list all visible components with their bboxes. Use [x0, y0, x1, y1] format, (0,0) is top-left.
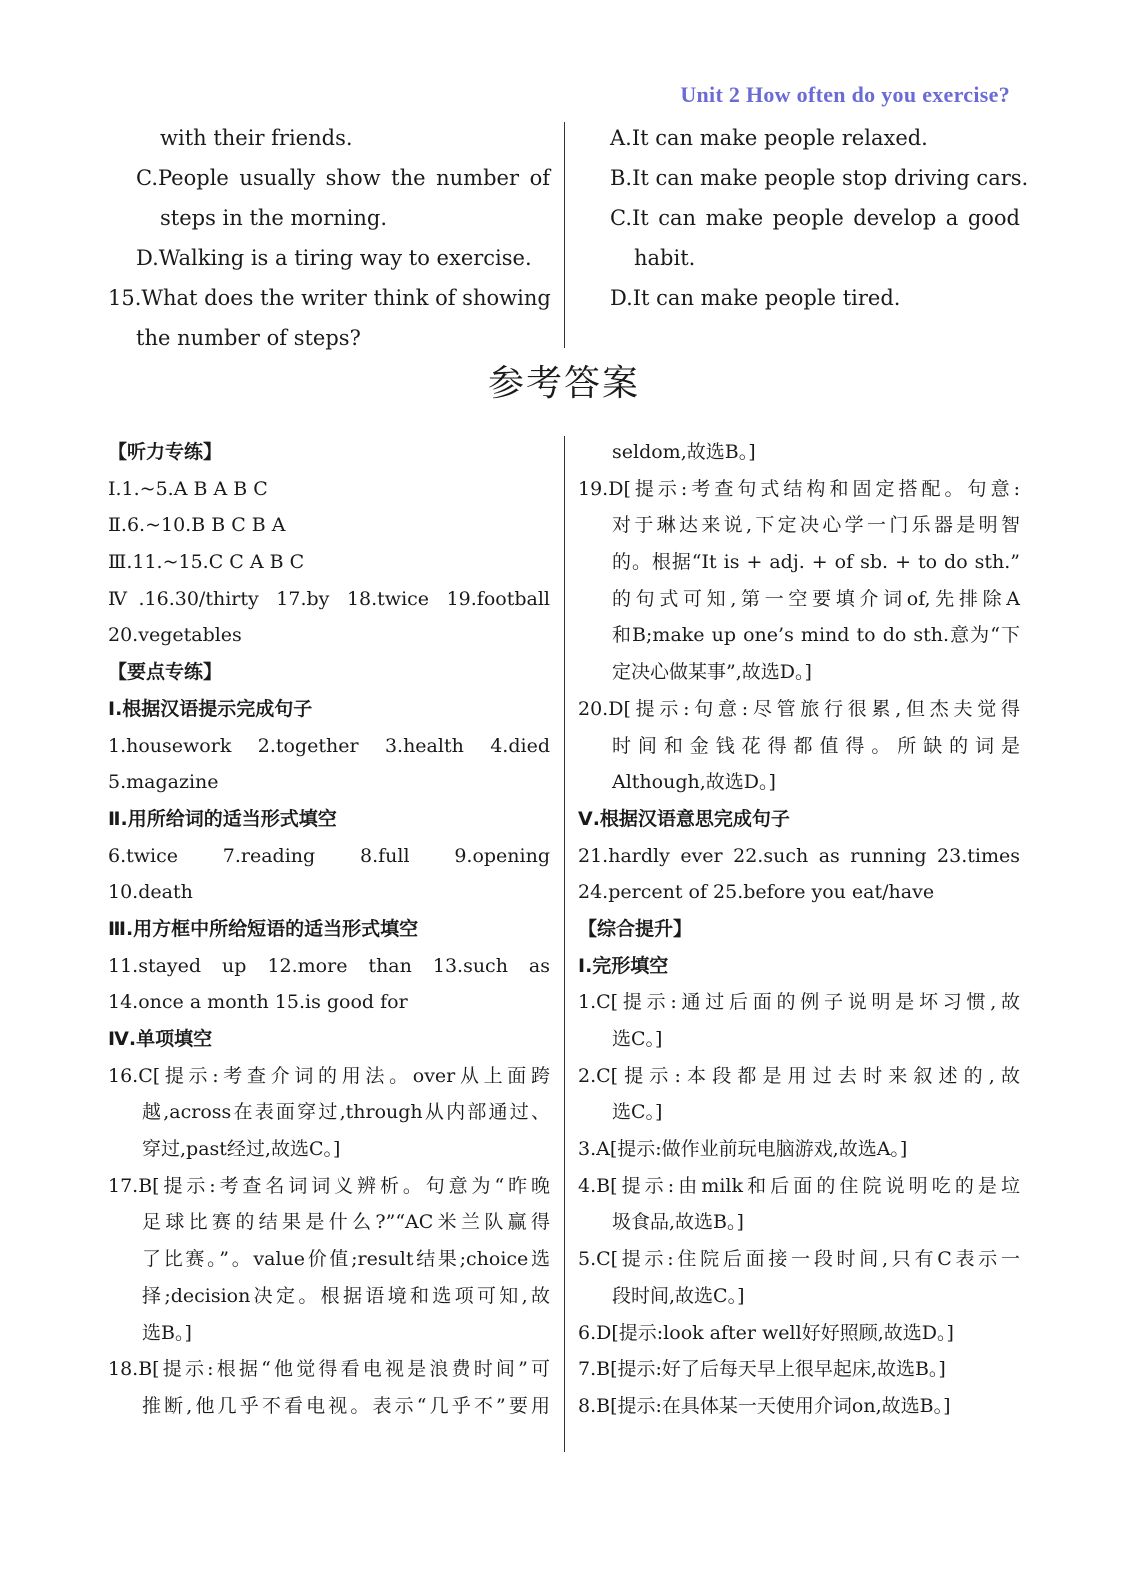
answer-line: 定决心做某事”,故选D。]	[612, 661, 812, 684]
answer-line: 10.death	[108, 881, 193, 904]
answer-line: 选C。]	[612, 1028, 663, 1050]
answer-line: 1.housework 2.together 3.health 4.died	[108, 734, 550, 757]
option-d: D.Walking is a tiring way to exercise.	[136, 246, 532, 270]
question-right-column	[610, 118, 1029, 318]
subsection-heading: Ⅰ.完形填空	[578, 954, 669, 977]
answer-line: 越,across在表面穿过,through从内部通过、	[142, 1101, 550, 1124]
answer-line: 24.percent of 25.before you eat/have	[578, 881, 935, 904]
question-left-column	[108, 118, 550, 358]
option-a: A.It can make people relaxed.	[610, 126, 928, 150]
answer-line: 7.B[提示:好了后每天早上很早起床,故选B。]	[578, 1358, 946, 1381]
option-line: with their friends.	[160, 126, 353, 150]
column-divider-bottom	[564, 436, 565, 1452]
answer-line: 的句式可知,第一空要填介词of,先排除A	[612, 587, 1020, 610]
option-line: steps in the morning.	[160, 206, 388, 230]
answer-line: 8.B[提示:在具体某一天使用介词on,故选B。]	[578, 1394, 951, 1417]
answer-line: 推断,他几乎不看电视。表示“几乎不”要用	[142, 1394, 550, 1417]
section-heading: 【听力专练】	[108, 441, 223, 463]
answer-line: 和B;make up one’s mind to do sth.意为“下	[612, 624, 1020, 647]
answer-key-title: 参考答案	[487, 363, 640, 404]
answer-line: Ⅲ.11.~15.C C A B C	[108, 551, 305, 574]
subsection-heading: Ⅰ.根据汉语提示完成句子	[108, 697, 313, 720]
answer-line: 了比赛。”。value价值;result结果;choice选	[142, 1248, 550, 1271]
answer-line: 的。根据“It is + adj. + of sb. + to do sth.”	[612, 551, 1020, 574]
answer-line: 段时间,故选C。]	[612, 1284, 745, 1307]
answer-line: 1.C[提示:通过后面的例子说明是坏习惯,故	[578, 991, 1020, 1014]
answer-line: 20.vegetables	[108, 624, 242, 647]
question-line: the number of steps?	[136, 326, 361, 350]
answer-line: 19.D[提示:考查句式结构和固定搭配。句意:	[578, 477, 1020, 500]
answer-line: 选C。]	[612, 1101, 663, 1124]
subsection-heading: Ⅲ.用方框中所给短语的适当形式填空	[108, 917, 419, 940]
answer-line: 17.B[提示:考查名词词义辨析。句意为“昨晚	[108, 1174, 550, 1197]
answer-line: 圾食品,故选B。]	[612, 1211, 744, 1234]
answer-line: 穿过,past经过,故选C。]	[142, 1138, 341, 1161]
answer-line: Although,故选D。]	[612, 771, 776, 794]
subsection-heading: Ⅳ.单项填空	[108, 1028, 213, 1050]
option-line: habit.	[634, 246, 696, 270]
answer-line: 20.D[提示:句意:尽管旅行很累,但杰夫觉得	[578, 697, 1020, 720]
subsection-heading: Ⅱ.用所给词的适当形式填空	[108, 807, 337, 830]
subsection-heading: Ⅴ.根据汉语意思完成句子	[578, 807, 790, 830]
answer-line: Ⅱ.6.~10.B B C B A	[108, 514, 286, 537]
answer-line: 16.C[提示:考查介词的用法。over从上面跨	[108, 1064, 550, 1087]
option-d: D.It can make people tired.	[610, 286, 901, 310]
option-c: C.It can make people develop a good	[610, 206, 1020, 230]
section-heading: 【综合提升】	[578, 917, 693, 940]
answer-line: 6.D[提示:look after well好好照顾,故选D。]	[578, 1321, 954, 1344]
page-header: Unit 2 How often do you exercise?	[680, 82, 1010, 107]
answer-line: seldom,故选B。]	[612, 441, 756, 463]
answer-line: 5.C[提示:住院后面接一段时间,只有C表示一	[578, 1248, 1020, 1271]
answer-line: 14.once a month 15.is good for	[108, 991, 408, 1014]
answer-line: 2.C[提示:本段都是用过去时来叙述的,故	[578, 1064, 1020, 1087]
answer-line: 18.B[提示:根据“他觉得看电视是浪费时间”可	[108, 1358, 550, 1381]
answer-line: 3.A[提示:做作业前玩电脑游戏,故选A。]	[578, 1138, 908, 1161]
question-15: 15.What does the writer think of showing	[108, 286, 551, 310]
answer-line: 11.stayed up 12.more than 13.such as	[108, 954, 550, 977]
answer-line: Ⅰ.1.~5.A B A B C	[108, 477, 268, 500]
answer-right-column	[578, 434, 1020, 1425]
answer-line: 选B。]	[142, 1321, 192, 1344]
column-divider-top	[564, 122, 565, 348]
answer-left-column	[108, 434, 550, 1425]
answer-line: 对于琳达来说,下定决心学一门乐器是明智	[612, 514, 1020, 537]
section-heading: 【要点专练】	[108, 661, 223, 684]
answer-line: 5.magazine	[108, 771, 219, 794]
answer-line: 6.twice 7.reading 8.full 9.opening	[108, 844, 550, 867]
answer-line: 足球比赛的结果是什么?”“AC米兰队赢得	[142, 1211, 550, 1234]
answer-line: 择;decision决定。根据语境和选项可知,故	[142, 1284, 550, 1307]
answer-line: 4.B[提示:由milk和后面的住院说明吃的是垃	[578, 1174, 1020, 1197]
option-c: C.People usually show the number of	[136, 166, 550, 190]
answer-line: 21.hardly ever 22.such as running 23.times	[578, 844, 1020, 867]
option-b: B.It can make people stop driving cars.	[610, 166, 1029, 190]
answer-line: Ⅳ.16.30/thirty 17.by 18.twice 19.football	[108, 587, 550, 610]
answer-line: 时间和金钱花得都值得。所缺的词是	[612, 734, 1020, 757]
